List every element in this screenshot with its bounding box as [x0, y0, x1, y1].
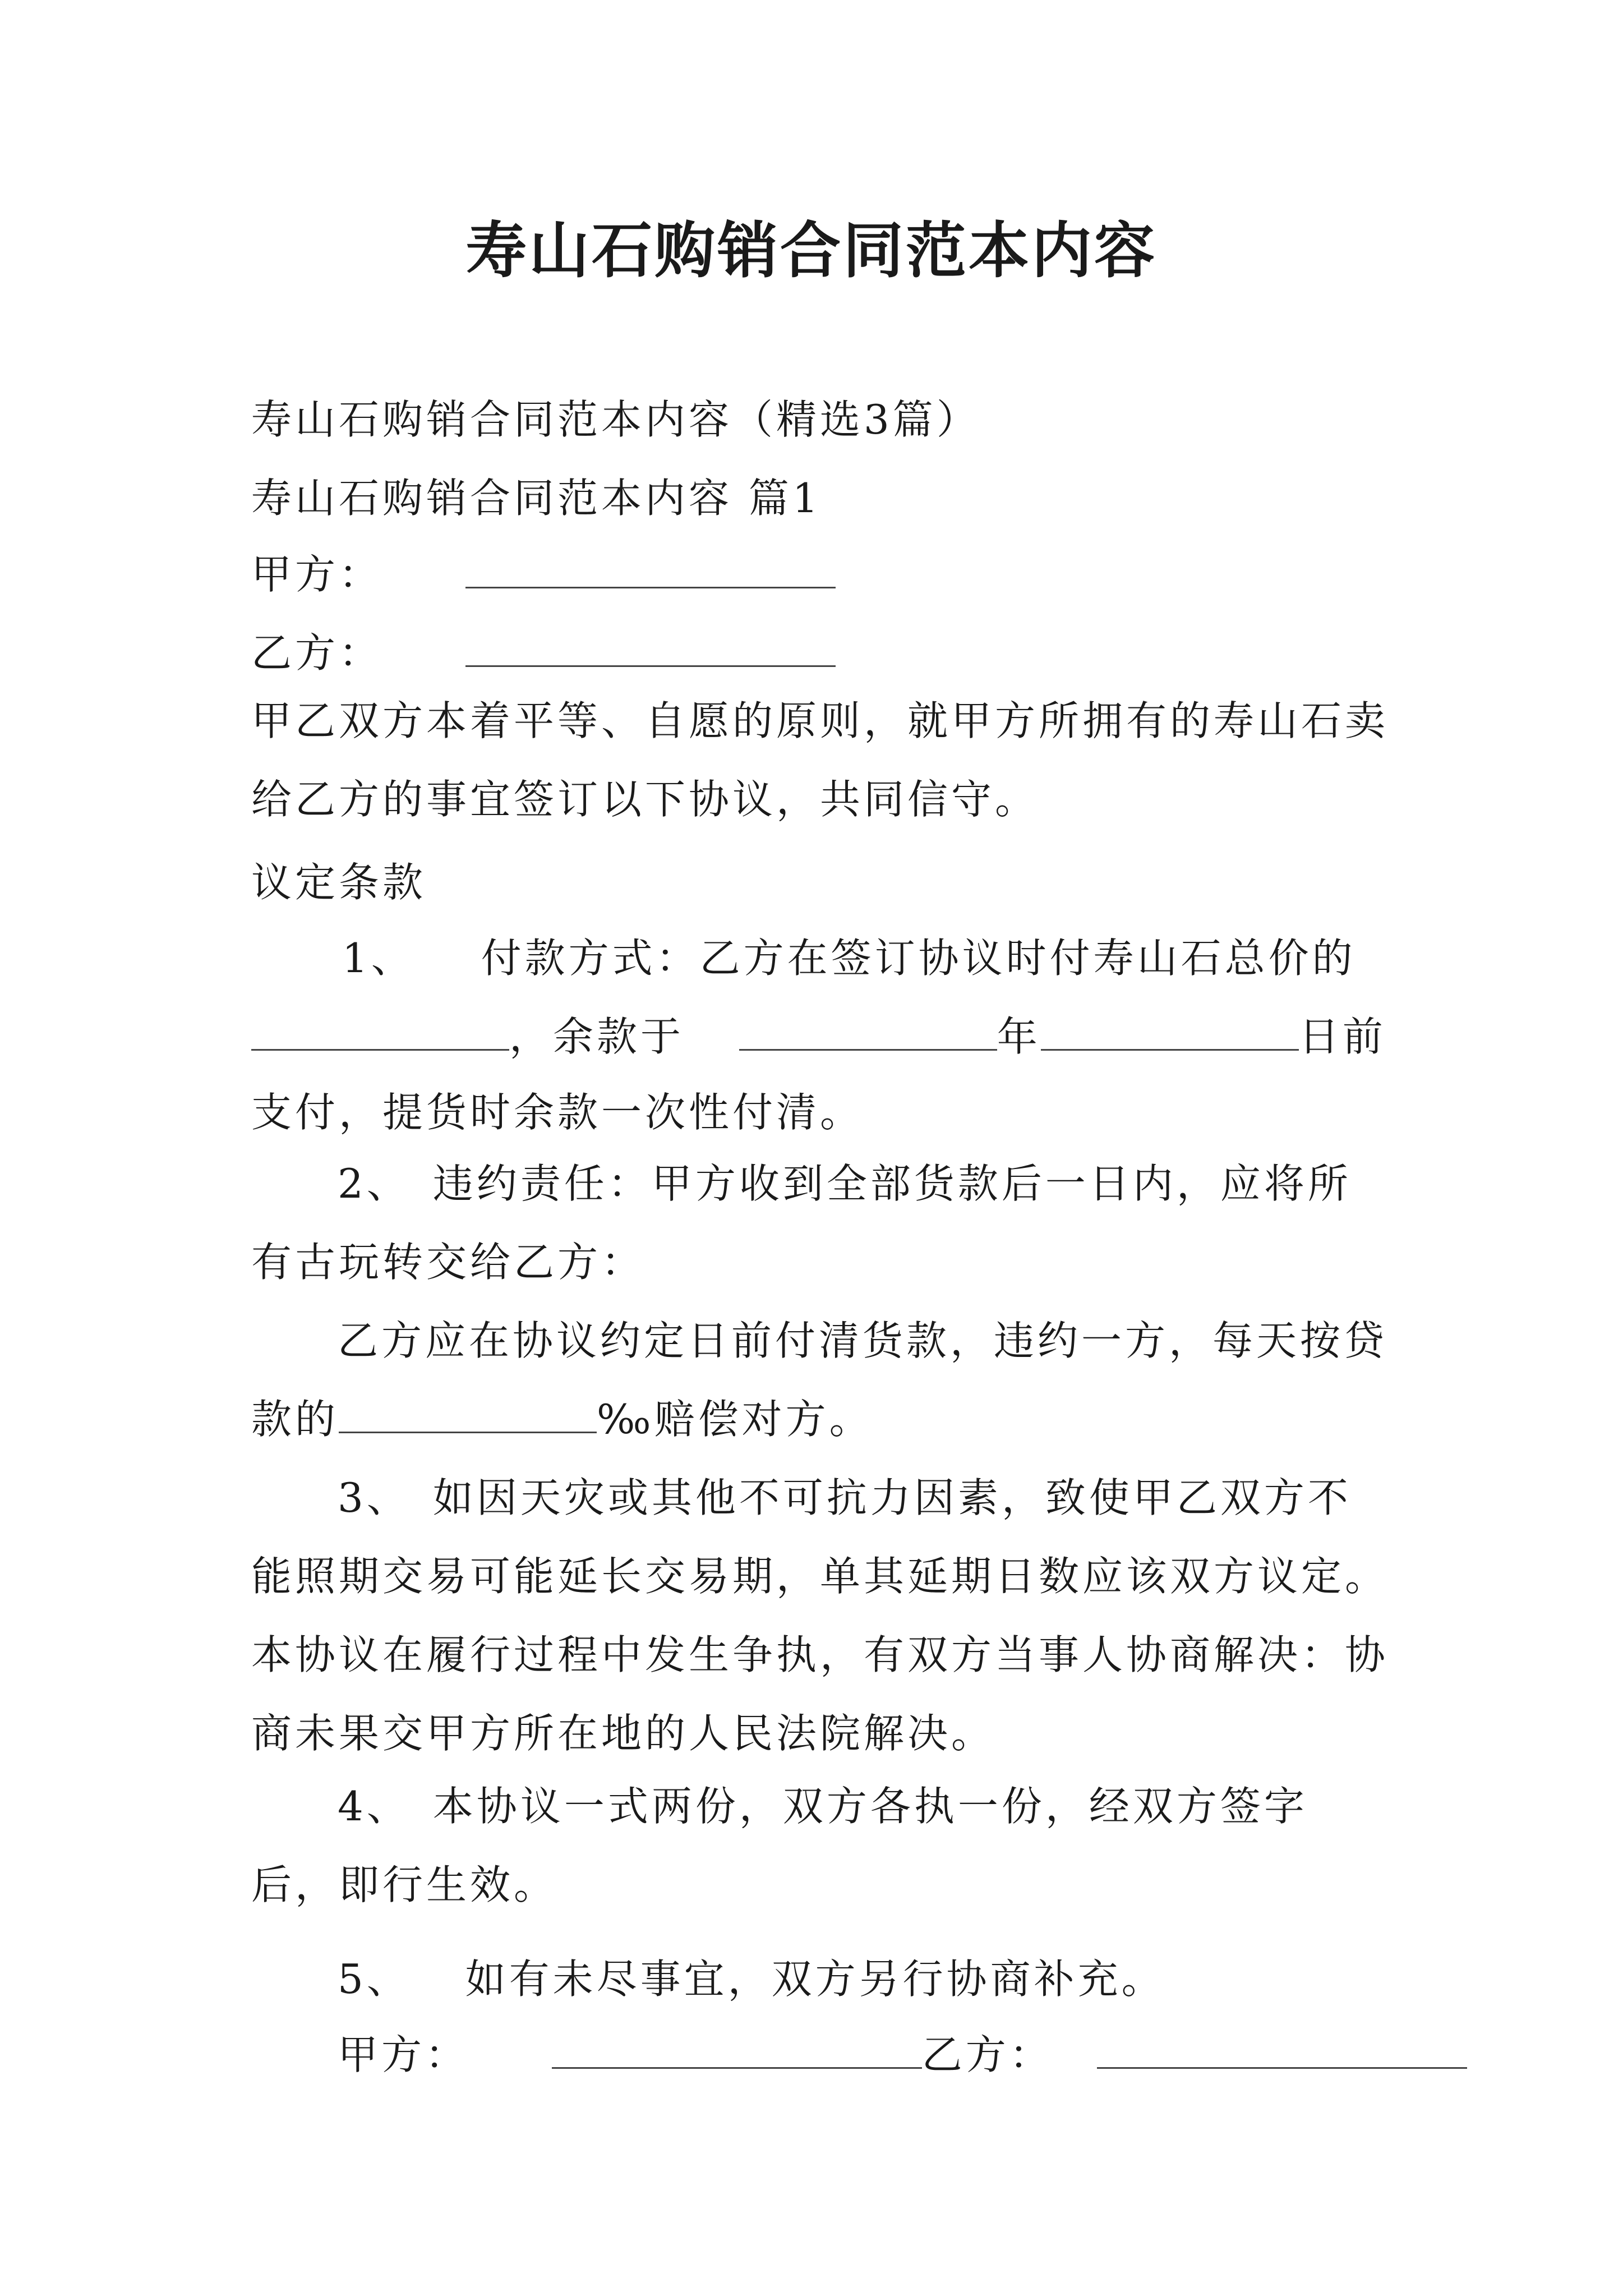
clause5-text: 如有未尽事宜，双方另行协商补充。: [465, 1955, 1165, 2003]
subtitle: 寿山石购销合同范本内容（精选3篇）: [251, 396, 980, 443]
clause1-year: 年: [997, 1013, 1041, 1060]
party-a-blank[interactable]: [465, 553, 836, 588]
clause2b-paragraph: [251, 1301, 1390, 1458]
clause1-day-blank[interactable]: [1041, 1015, 1299, 1051]
section-heading: 寿山石购销合同范本内容 篇1: [251, 475, 822, 522]
intro-text-content: 甲乙双方本着平等、自愿的原则，就甲方所拥有的寿山石卖给乙方的事宜签订以下协议，共同信守。: [251, 697, 1389, 823]
clause5-line: [338, 1947, 1386, 2005]
clause2b-text-b: ‰赔偿对方。: [597, 1396, 873, 1443]
clause4-number: 4、: [338, 1783, 411, 1830]
party-b-line: [251, 620, 1390, 679]
clause4-paragraph: [251, 1767, 1390, 1924]
clause3-paragraph: [251, 1458, 1390, 1773]
clause2-paragraph: [251, 1144, 1390, 1301]
party-a-line: [251, 542, 1390, 600]
sign-b-blank[interactable]: [1097, 2033, 1467, 2069]
clause1-year-blank[interactable]: [739, 1015, 997, 1051]
intro-text: [251, 682, 1390, 839]
clause1-text-a: 付款方式：乙方在签订协议时付寿山石总价的: [481, 935, 1356, 982]
clause1-text-b: ，余款于: [509, 1013, 685, 1060]
clause2-number: 2、: [338, 1160, 411, 1207]
clause5-number: 5、: [338, 1955, 411, 2003]
party-b-label: 乙方：: [251, 629, 383, 677]
party-b-blank[interactable]: [465, 632, 836, 667]
clause1-percent-blank[interactable]: [251, 1015, 509, 1051]
clause4-text: 本协议一式两份，双方各执一份，经双方签字后，即行生效。: [251, 1783, 1308, 1908]
clause2b-rate-blank[interactable]: [339, 1398, 597, 1433]
clause2-text: 违约责任：甲方收到全部货款后一日内，应将所有古玩转交给乙方：: [251, 1160, 1352, 1286]
terms-heading: 议定条款: [251, 859, 427, 906]
sign-b-label: 乙方：: [921, 2031, 1053, 2078]
clause1-day-before: 日前: [1298, 1013, 1386, 1060]
signature-line: [338, 2022, 1386, 2081]
clause1-line1: [342, 926, 1391, 984]
clause1-text-c: 支付，提货时余款一次性付清。: [251, 1089, 864, 1136]
clause2b-text-a: 乙方应在协议约定日前付清货款，违约一方，每天按贷款的: [251, 1317, 1388, 1443]
clause3-number: 3、: [338, 1474, 411, 1521]
sign-a-blank[interactable]: [552, 2033, 922, 2069]
sign-a-label: 甲方：: [338, 2031, 469, 2078]
party-a-label: 甲方：: [251, 551, 383, 598]
clause1-line2: [251, 1004, 1390, 1062]
clause1-number: 1、: [342, 935, 415, 982]
clause3-text: 如因天灾或其他不可抗力因素，致使甲乙双方不能照期交易可能延长交易期，单其延期日数应该双方议定。本协议在履行过程中发生争执，有双方当事人协商解决：协商未果交甲方所在地的人民法院解决。: [251, 1474, 1389, 1757]
document-title: 寿山石购销合同范本内容: [465, 215, 1157, 286]
